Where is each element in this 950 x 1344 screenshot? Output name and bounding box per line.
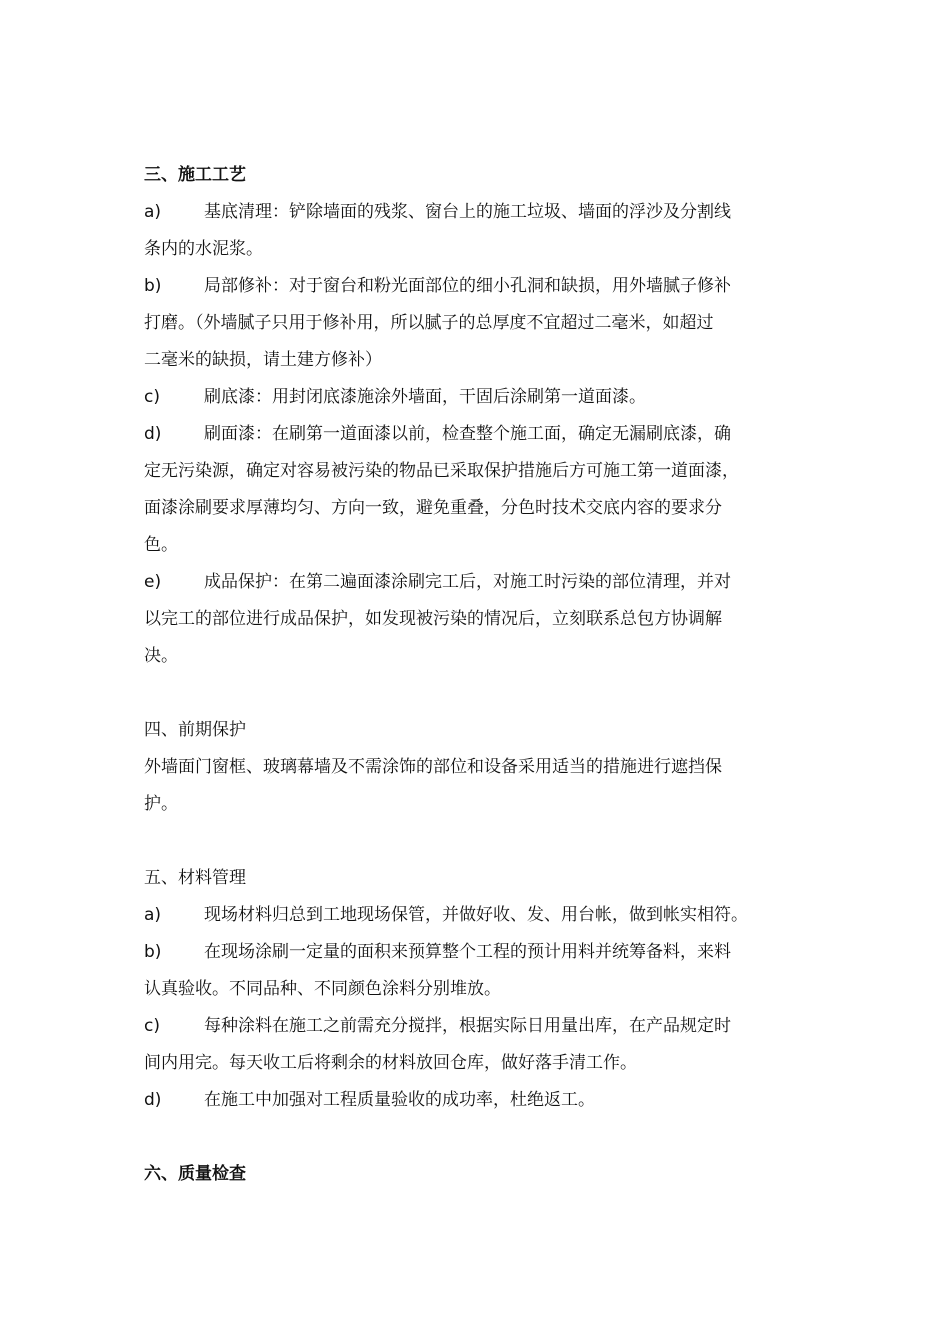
- item-text: 二毫米的缺损，请土建方修补）: [144, 350, 382, 370]
- item-text: 每种涂料在施工之前需充分搅拌，根据实际日用量出库，在产品规定时: [204, 1016, 731, 1036]
- paragraph-line: 外墙面门窗框、玻璃幕墙及不需涂饰的部位和设备采用适当的措施进行遮挡保: [144, 757, 722, 777]
- section-heading-early-protection: 四、前期保护: [144, 720, 246, 740]
- item-text: 基底清理：铲除墙面的残浆、窗台上的施工垃圾、墙面的浮沙及分割线: [204, 202, 731, 222]
- paragraph-line: 护。: [144, 794, 178, 814]
- list-item: [144, 268, 816, 379]
- item-text: 在现场涂刷一定量的面积来预算整个工程的预计用料并统筹备料，来料: [204, 942, 731, 962]
- item-text: 成品保护：在第二遍面漆涂刷完工后，对施工时污染的部位清理，并对: [204, 572, 731, 592]
- list-item: [144, 564, 816, 675]
- list-item: [144, 897, 816, 934]
- item-text: 认真验收。不同品种、不同颜色涂料分别堆放。: [144, 979, 501, 999]
- item-text: 间内用完。每天收工后将剩余的材料放回仓库，做好落手清工作。: [144, 1053, 637, 1073]
- list-item: [144, 934, 816, 1008]
- item-label: a): [144, 905, 162, 925]
- list-item: [144, 1008, 816, 1082]
- item-label: a): [144, 202, 162, 222]
- item-label: e): [144, 572, 162, 592]
- item-text: 在施工中加强对工程质量验收的成功率，杜绝返工。: [204, 1090, 595, 1110]
- item-text: 定无污染源，确定对容易被污染的物品已采取保护措施后方可施工第一道面漆，: [144, 461, 739, 481]
- item-label: c): [144, 387, 160, 407]
- list-item: [144, 416, 816, 564]
- item-text: 打磨。（外墙腻子只用于修补用，所以腻子的总厚度不宜超过二毫米，如超过: [144, 313, 714, 333]
- section-heading-construction-process: 三、施工工艺: [144, 165, 246, 185]
- item-text: 刷底漆：用封闭底漆施涂外墙面，干固后涂刷第一道面漆。: [204, 387, 646, 407]
- spacer: [144, 675, 816, 712]
- item-label: c): [144, 1016, 160, 1036]
- spacer: [144, 823, 816, 860]
- list-item: [144, 194, 816, 268]
- spacer: [144, 1119, 816, 1156]
- section-heading-material-management: 五、材料管理: [144, 868, 246, 888]
- item-text: 色。: [144, 535, 178, 555]
- list-item: [144, 379, 816, 416]
- item-text: 现场材料归总到工地现场保管，并做好收、发、用台帐，做到帐实相符。: [204, 905, 748, 925]
- item-text: 条内的水泥浆。: [144, 239, 263, 259]
- section-heading-quality-inspection: 六、质量检查: [144, 1164, 246, 1184]
- item-text: 局部修补：对于窗台和粉光面部位的细小孔洞和缺损，用外墙腻子修补: [204, 276, 731, 296]
- item-label: b): [144, 942, 162, 962]
- item-label: d): [144, 424, 162, 444]
- item-text: 面漆涂刷要求厚薄均匀、方向一致，避免重叠，分色时技术交底内容的要求分: [144, 498, 722, 518]
- item-text: 刷面漆：在刷第一道面漆以前，检查整个施工面，确定无漏刷底漆，确: [204, 424, 731, 444]
- item-text: 决。: [144, 646, 178, 666]
- item-text: 以完工的部位进行成品保护，如发现被污染的情况后，立刻联系总包方协调解: [144, 609, 722, 629]
- item-label: b): [144, 276, 162, 296]
- item-label: d): [144, 1090, 162, 1110]
- document-body: [144, 157, 816, 1193]
- list-item: [144, 1082, 816, 1119]
